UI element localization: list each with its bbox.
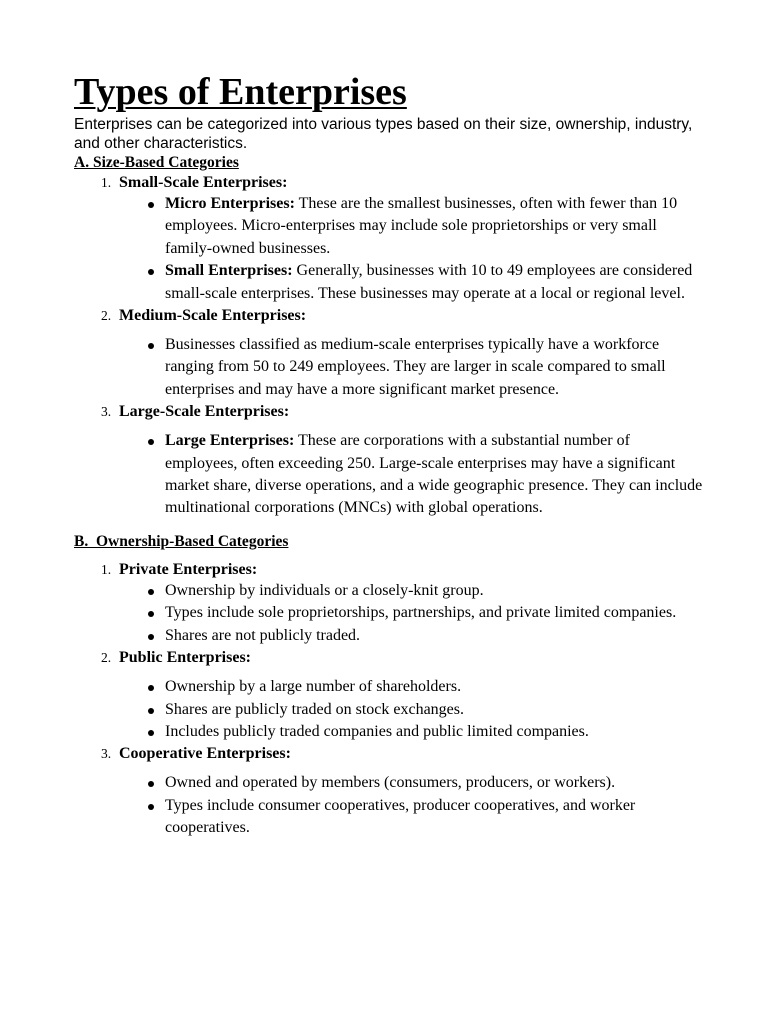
category-title: Large-Scale Enterprises:: [119, 403, 290, 421]
category-title: Private Enterprises:: [119, 560, 258, 578]
list-item: [119, 676, 704, 698]
bullet-list: [119, 430, 704, 520]
item-text: Generally, businesses with 10 to 49 employees are considered small-scale enterprises. These businesses may operate at a local or regional level.: [165, 262, 693, 302]
bullet-icon: [148, 634, 154, 640]
bullet-icon: [148, 730, 154, 736]
bullet-list: [119, 580, 704, 647]
item-lead: Small Enterprises:: [165, 262, 293, 280]
bullet-icon: [148, 202, 154, 208]
item-text: Shares are publicly traded on stock exchanges.: [165, 700, 465, 718]
bullet-icon: [148, 685, 154, 691]
ownership-category-list: [74, 559, 704, 840]
item-lead: Large Enterprises:: [165, 432, 295, 450]
list-item: [119, 772, 704, 794]
list-item: [119, 699, 704, 721]
list-item: [119, 795, 704, 840]
item-text: These are the smallest businesses, often with fewer than 10 employees. Micro-enterprises may include sole proprietorships or very small family-owned businesses.: [165, 195, 678, 257]
category-number: 3.: [101, 746, 112, 762]
category-item: [74, 647, 704, 743]
category-number: 1.: [101, 561, 112, 577]
bullet-list: [119, 676, 704, 743]
category-item: [74, 305, 704, 401]
item-text: Owned and operated by members (consumers, producers, or workers).: [165, 774, 616, 792]
bullet-icon: [148, 269, 154, 275]
list-item: [119, 193, 704, 260]
bullet-icon: [148, 708, 154, 714]
page-title: Types of Enterprises: [74, 71, 407, 113]
bullet-list: [119, 193, 704, 305]
item-text: Ownership by a large number of shareholders.: [165, 678, 462, 696]
category-title: Cooperative Enterprises:: [119, 745, 291, 763]
intro-paragraph: Enterprises can be categorized into various types based on their size, ownership, industry, and other characteristics.: [74, 116, 693, 152]
bullet-icon: [148, 781, 154, 787]
item-lead: Micro Enterprises:: [165, 195, 295, 212]
category-number: 1.: [101, 175, 112, 190]
category-title: Small-Scale Enterprises:: [119, 174, 288, 191]
size-category-list: [74, 172, 704, 520]
bullet-icon: [148, 439, 154, 445]
list-item: [119, 430, 704, 520]
bullet-list: [119, 334, 704, 401]
item-text: Businesses classified as medium-scale enterprises typically have a workforce ranging from 50 to 249 employees. They are larger in scale compared to small enterprises and may have a more significant market presence.: [165, 336, 666, 398]
list-item: [119, 260, 704, 305]
bullet-icon: [148, 343, 154, 349]
bullet-icon: [148, 611, 154, 617]
section-b-heading: B. Ownership-Based Categories: [74, 532, 289, 550]
category-item: [74, 401, 704, 520]
category-title: Medium-Scale Enterprises:: [119, 307, 307, 325]
list-item: [119, 721, 704, 743]
list-item: [119, 334, 704, 401]
item-text: Includes publicly traded companies and public limited companies.: [165, 722, 589, 740]
category-number: 2.: [101, 650, 112, 666]
item-text: These are corporations with a substantial number of employees, often exceeding 250. Large-scale enterprises may have a significant market share, diverse operations, and a wide geographic presence. They can include multinational corporations (MNCs) with global operations.: [165, 432, 703, 517]
category-number: 2.: [101, 308, 112, 324]
list-item: [119, 602, 704, 624]
section-a-heading: A. Size-Based Categories: [74, 154, 239, 171]
document-page: [74, 70, 704, 840]
item-text: Shares are not publicly traded.: [165, 626, 361, 644]
list-item: [119, 625, 704, 647]
category-number: 3.: [101, 404, 112, 420]
bullet-icon: [148, 589, 154, 595]
category-title: Public Enterprises:: [119, 649, 251, 667]
list-item: [119, 580, 704, 602]
item-text: Ownership by individuals or a closely-knit group.: [165, 581, 484, 599]
category-item: [74, 743, 704, 839]
item-text: Types include consumer cooperatives, producer cooperatives, and worker cooperatives.: [165, 796, 636, 837]
item-text: Types include sole proprietorships, partnerships, and private limited companies.: [165, 604, 677, 622]
category-item: [74, 559, 704, 647]
bullet-list: [119, 772, 704, 839]
bullet-icon: [148, 804, 154, 810]
category-item: [74, 172, 704, 305]
